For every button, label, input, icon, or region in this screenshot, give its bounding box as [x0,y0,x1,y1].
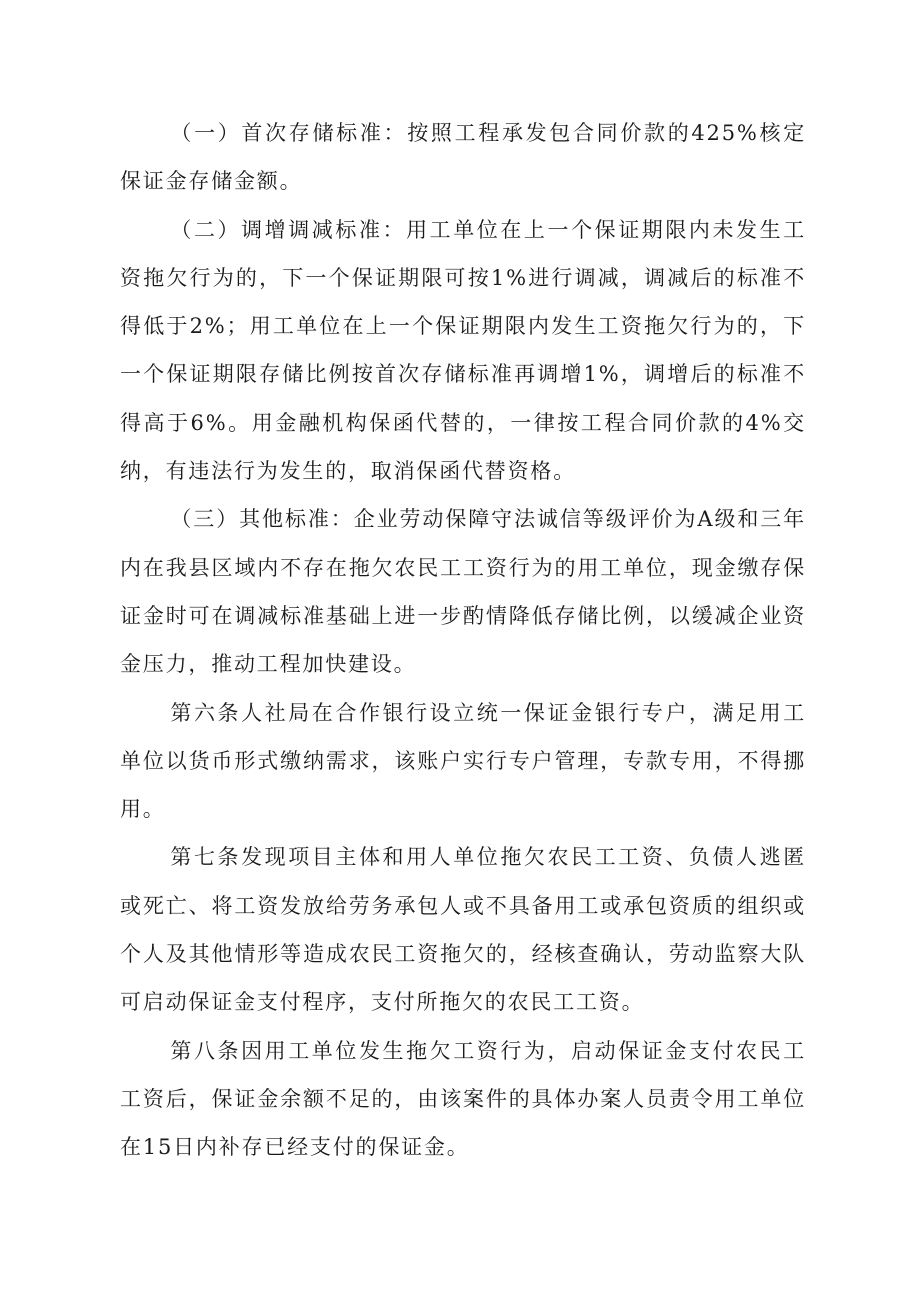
paragraph-article-8: 第八条因用工单位发生拖欠工资行为，启动保证金支付农民工工资后，保证金余额不足的，由该案件的具体办案人员责令用工单位在15日内补存已经支付的保证金。 [120,1038,806,1160]
paragraph-first-deposit-standard: （一）首次存储标准：按照工程承发包合同价款的425%核定保证金存储金额。 [120,121,806,194]
document-body [120,109,806,1172]
paragraph-article-7: 第七条发现项目主体和用人单位拖欠农民工工资、负债人逃匿或死亡、将工资发放给劳务承包人或不具备用工或承包资质的组织或个人及其他情形等造成农民工资拖欠的，经核查确认，劳动监察大队可启动保证金支付程序，支付所拖欠的农民工工资。 [120,845,806,1015]
paragraph-other-standard: （三）其他标准：企业劳动保障守法诚信等级评价为A级和三年内在我县区域内不存在拖欠农民工工资行为的用工单位，现金缴存保证金时可在调减标准基础上进一步酌情降低存储比例，以缓减企业资金压力，推动工程加快建设。 [120,507,806,677]
paragraph-adjustment-standard: （二）调增调减标准：用工单位在上一个保证期限内未发生工资拖欠行为的，下一个保证期限可按1%进行调减，调减后的标准不得低于2%；用工单位在上一个保证期限内发生工资拖欠行为的，下一个保证期限存储比例按首次存储标准再调增1%，调增后的标准不得高于6%。用金融机构保函代替的，一律按工程合同价款的4%交纳，有违法行为发生的，取消保函代替资格。 [120,217,806,484]
paragraph-article-6: 第六条人社局在合作银行设立统一保证金银行专户，满足用工单位以货币形式缴纳需求，该账户实行专户管理，专款专用，不得挪用。 [120,700,806,822]
